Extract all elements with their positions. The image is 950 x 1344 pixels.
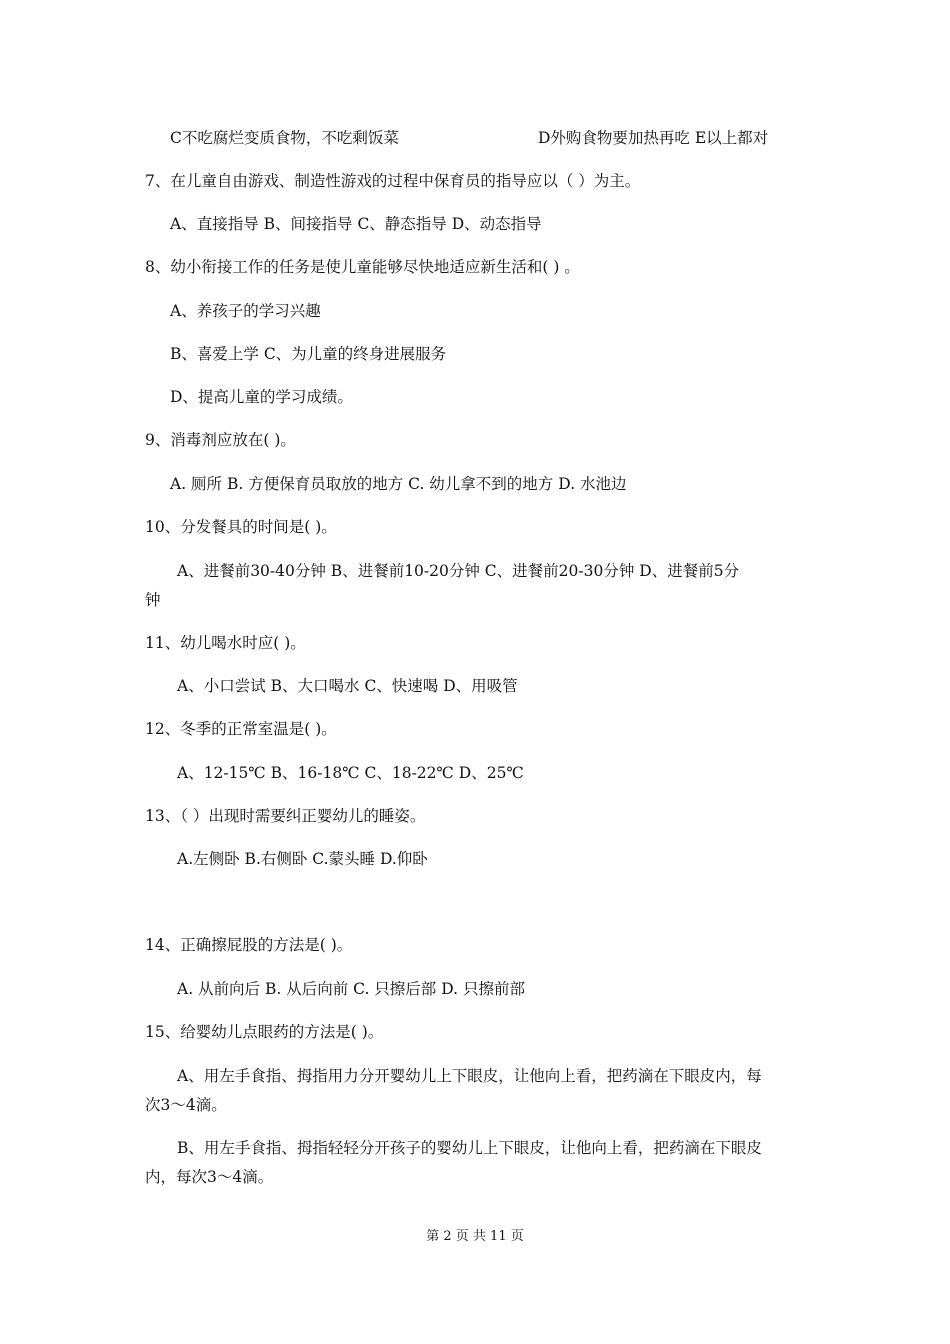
question-15: 15、给婴幼儿点眼药的方法是( )。 [145,1023,384,1041]
question-8-option-b-c: B、喜爱上学 C、为儿童的终身进展服务 [170,345,447,363]
question-13: 13、（ ）出现时需要纠正婴幼儿的睡姿。 [145,807,426,825]
question-13-options: A.左侧卧 B.右侧卧 C.蒙头睡 D.仰卧 [177,850,428,868]
question-10-options: A、进餐前30-40分钟 B、进餐前10-20分钟 C、进餐前20-30分钟 D、进餐前5分 [177,562,740,580]
question-14: 14、正确擦屁股的方法是( )。 [145,936,353,954]
question-9: 9、消毒剂应放在( )。 [145,431,296,449]
question-8-option-d: D、提高儿童的学习成绩。 [170,388,353,406]
question-12-options: A、12-15℃ B、16-18℃ C、18-22℃ D、25℃ [177,764,524,782]
option-c-line6: C不吃腐烂变质食物，不吃剩饭菜 [170,129,399,147]
question-15-option-a: A、用左手食指、拇指用力分开婴幼儿上下眼皮，让他向上看，把药滴在下眼皮内，每 [177,1067,762,1085]
option-d-e-line6: D外购食物要加热再吃 E以上都对 [538,129,769,147]
question-7: 7、在儿童自由游戏、制造性游戏的过程中保育员的指导应以（ ）为主。 [145,172,641,190]
question-11: 11、幼儿喝水时应( )。 [145,634,306,652]
question-7-options: A、直接指导 B、间接指导 C、静态指导 D、动态指导 [170,215,542,233]
question-10-options-cont: 钟 [145,591,161,609]
question-12: 12、冬季的正常室温是( )。 [145,720,337,738]
question-8: 8、幼小衔接工作的任务是使儿童能够尽快地适应新生活和( ) 。 [145,258,580,276]
question-8-option-a: A、养孩子的学习兴趣 [170,302,321,320]
question-10: 10、分发餐具的时间是( )。 [145,518,337,536]
question-9-options: A. 厕所 B. 方便保育员取放的地方 C. 幼儿拿不到的地方 D. 水池边 [170,475,627,493]
question-15-option-b: B、用左手食指、拇指轻轻分开孩子的婴幼儿上下眼皮，让他向上看，把药滴在下眼皮 [177,1139,762,1157]
question-15-option-b-cont: 内，每次3～4滴。 [145,1168,274,1186]
page-footer: 第 2 页 共 11 页 [426,1229,524,1244]
question-11-options: A、小口尝试 B、大口喝水 C、快速喝 D、用吸管 [177,677,518,695]
question-15-option-a-cont: 次3～4滴。 [145,1096,227,1114]
question-14-options: A. 从前向后 B. 从后向前 C. 只擦后部 D. 只擦前部 [177,980,525,998]
